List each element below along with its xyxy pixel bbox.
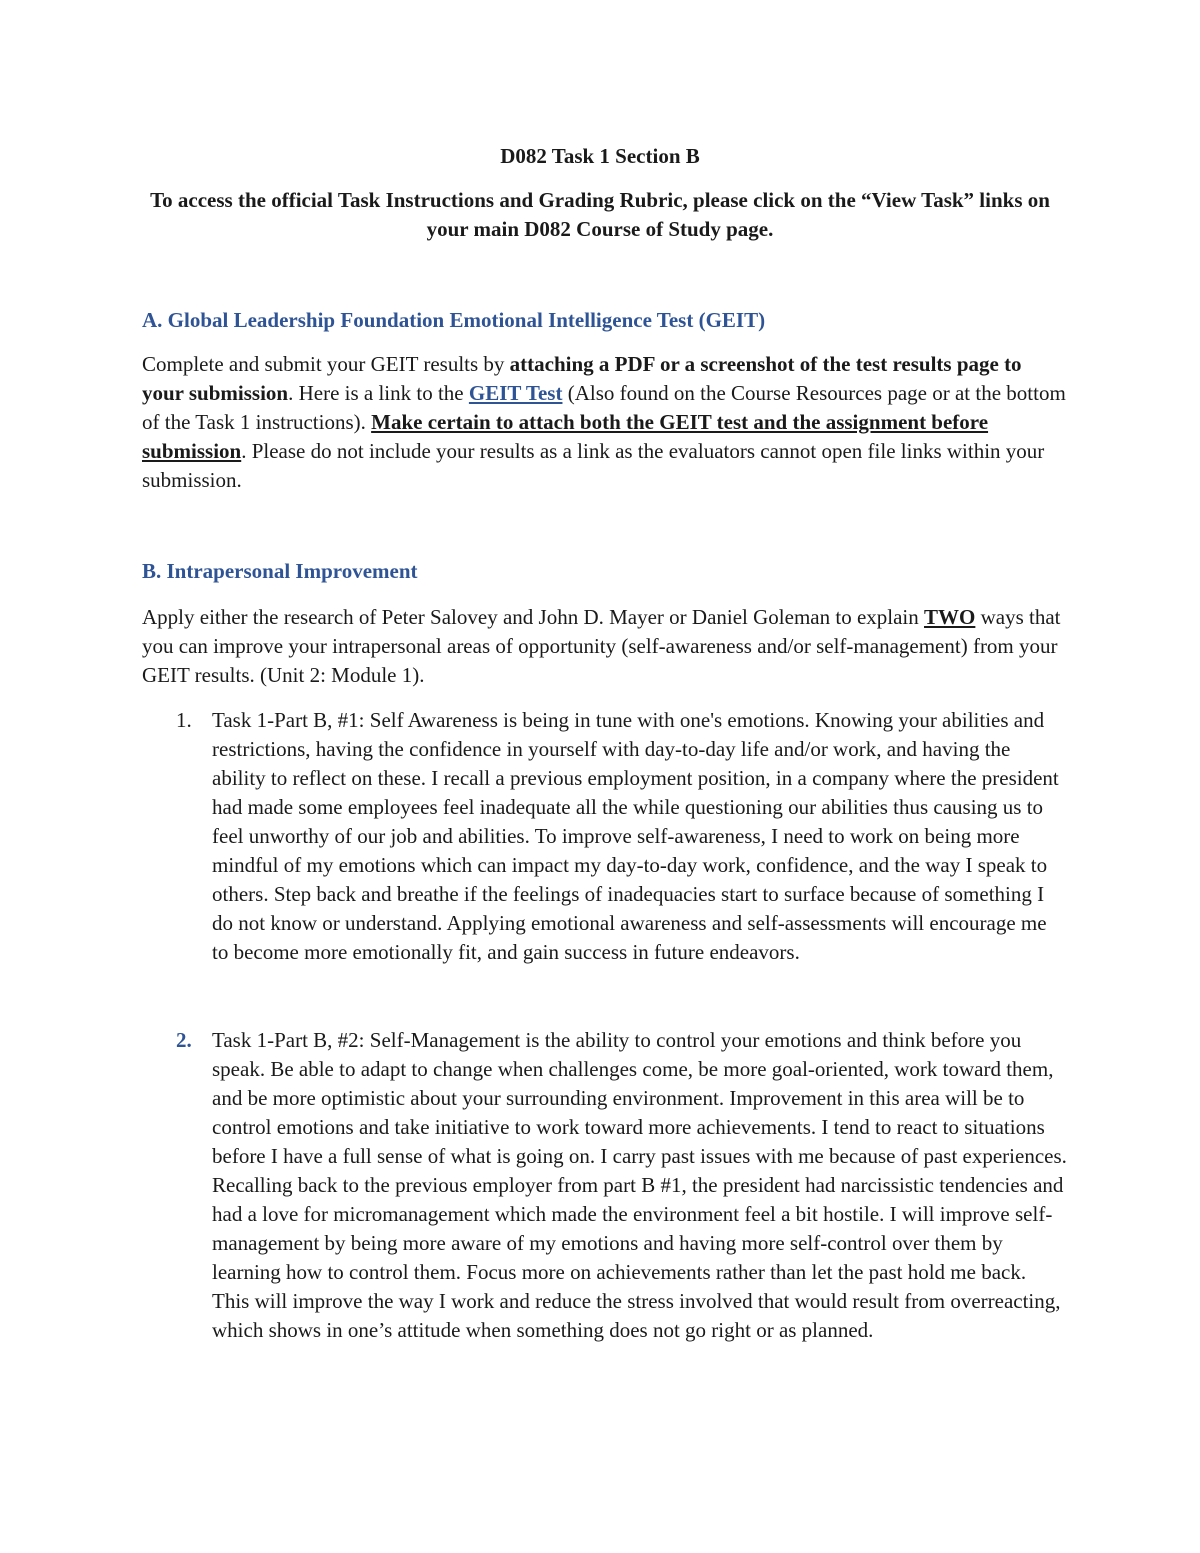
- list-item: [142, 1026, 1067, 1345]
- section-a-paragraph: [142, 350, 1067, 495]
- list-item-number: 2.: [176, 1028, 192, 1052]
- section-a-text-4: . Please do not include your results as a link as the evaluators cannot open file links within your submission.: [142, 439, 1045, 492]
- section-a-text-3: (Also found on the Course Resources page or at the bottom of the Task 1 instructions).: [142, 381, 1066, 434]
- geit-test-link[interactable]: GEIT Test: [468, 381, 563, 405]
- section-b-intro-text-1: Apply either the research of Peter Salovey and John D. Mayer or Daniel Goleman to explain: [142, 605, 925, 629]
- section-a-text-1: Complete and submit your GEIT results by: [142, 352, 510, 376]
- section-b-heading: B. Intrapersonal Improvement: [142, 559, 418, 583]
- list-item-number: 1.: [176, 708, 192, 732]
- section-a-attach-warning: Make certain to attach both the GEIT test and the assignment before submission: [142, 410, 989, 463]
- list-item: [142, 706, 1067, 967]
- section-b-intro-text-2: ways that you can improve your intrapersonal areas of opportunity (self-awareness and/or self-management) from your GEIT results. (Unit 2: Module 1).: [142, 605, 1061, 687]
- section-a-bold-instruction: attaching a PDF or a screenshot of the test results page to your submission: [142, 352, 1022, 405]
- section-b-intro-emphasis: TWO: [924, 605, 976, 629]
- section-a-text-2: . Here is a link to the: [288, 381, 469, 405]
- access-note: To access the official Task Instructions and Grading Rubric, please click on the “View Task” links on your main D082 Course of Study page.: [150, 188, 1050, 241]
- list-item-text: Task 1-Part B, #1: Self Awareness is being in tune with one's emotions. Knowing your abilities and restrictions, having the confidence in yourself with day-to-day life and/or work, and having the ability to reflect on these. I recall a previous employment position, in a company where the president had made some employees feel inadequate all the while questioning our abilities thus causing us to feel unworthy of our job and abilities. To improve self-awareness, I need to work on being more mindful of my emotions which can impact my day-to-day work, confidence, and the way I speak to others. Step back and breathe if the feelings of inadequacies start to surface because of something I do not know or understand. Applying emotional awareness and self-assessments will encourage me to become more emotionally fit, and gain success in future endeavors.: [212, 708, 1059, 964]
- list-item-text: Task 1-Part B, #2: Self-Management is the ability to control your emotions and think before you speak. Be able to adapt to change when challenges come, be more goal-oriented, work toward them, and be more optimistic about your surrounding environment. Improvement in this area will be to control emotions and take initiative to work toward more achievements. I tend to react to situations before I have a full sense of what is going on. I carry past issues with me because of past experiences. Recalling back to the previous employer from part B #1, the president had narcissistic tendencies and had a love for micromanagement which made the environment feel a bit hostile. I will improve self-management by being more aware of my emotions and having more self-control over them by learning how to control them. Focus more on achievements rather than let the past hold me back. This will improve the way I work and reduce the stress involved that would result from overreacting, which shows in one’s attitude when something does not go right or as planned.: [212, 1028, 1067, 1342]
- document-title: D082 Task 1 Section B: [500, 144, 700, 168]
- section-a-heading: A. Global Leadership Foundation Emotional Intelligence Test (GEIT): [142, 308, 766, 332]
- section-b-intro: [142, 603, 1067, 690]
